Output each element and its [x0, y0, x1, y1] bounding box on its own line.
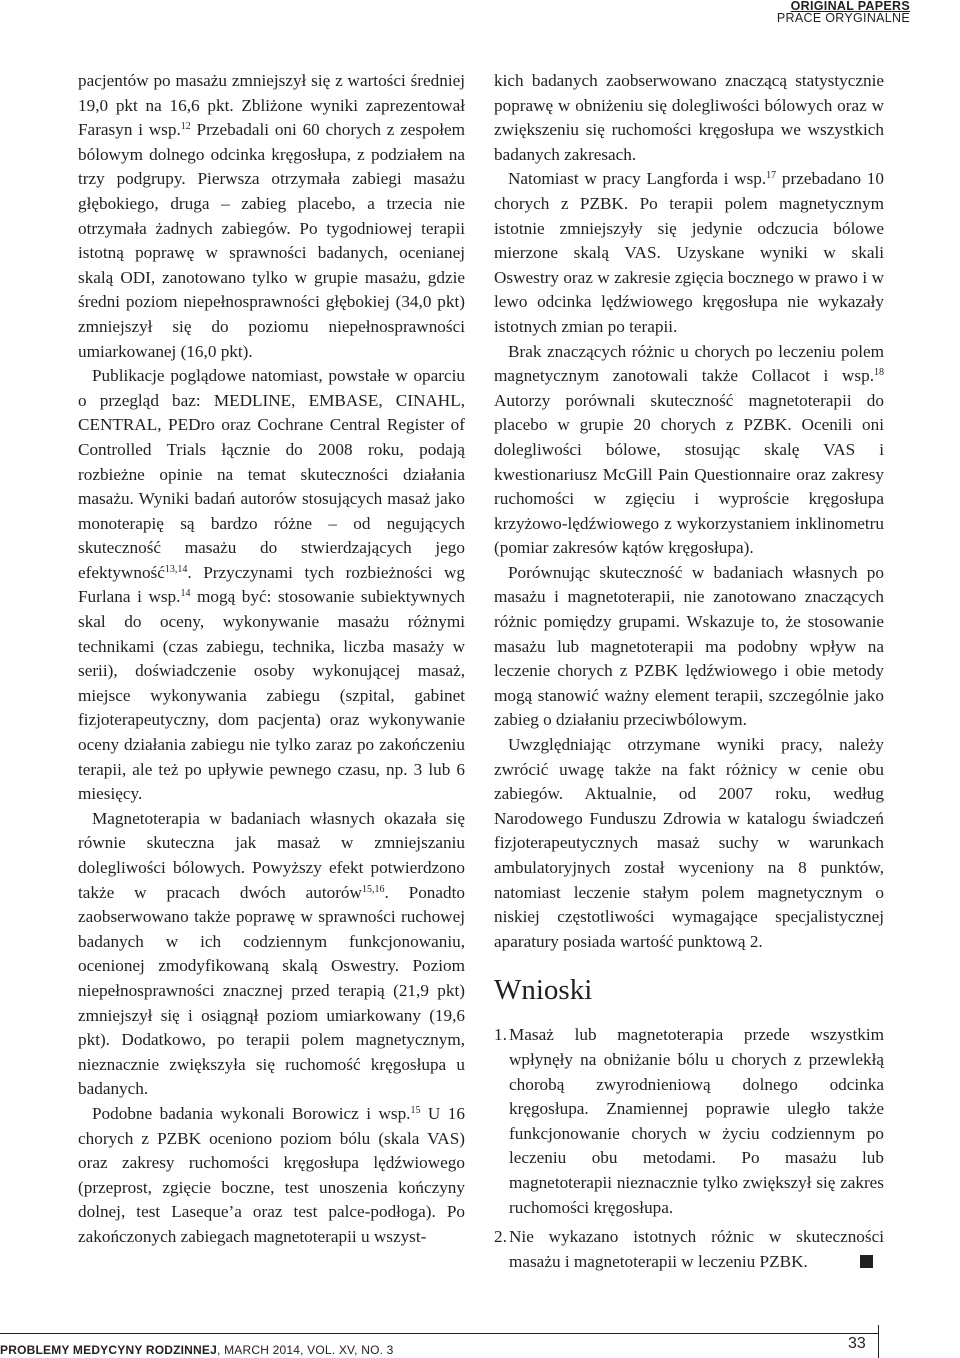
paragraph: kich badanych zaobserwowano znaczącą statystycznie poprawę w obniżeniu się dolegliwości bólowych oraz w zwiększeniu się ruchomości kręgosłupa we wszystkich badanych zakresach.: [494, 71, 884, 164]
journal-name: PROBLEMY MEDYCYNY RODZINNEJ: [0, 1343, 217, 1357]
page-number: 33: [848, 1335, 866, 1352]
header-section-pl: PRACE ORYGINALNE: [776, 11, 910, 25]
list-item: [494, 1225, 884, 1274]
citation-ref: 17: [766, 170, 777, 182]
paragraph: pacjentów po masażu zmniejszył się z wartości średniej 19,0 pkt na 16,6 pkt. Zbliżone wyniki zaprezentował Farasyn i wsp.$^{12}$ Przebadali oni 60 chorych z zespołem bólowym dolnego odcinka kręgosłupa, z podziałem na trzy podgrupy. Pierwsza otrzymała zabiegi masażu głębokiego, druga – zabieg placebo, a trzecia nie otrzymała żadnych zabiegów. Po tygodniowej terapii istotną poprawę w sprawności badanych, ocenianej skalą ODI, zanotowano tylko w grupie masażu, gdzie średni poziom niepełnosprawności głębokiej (34,0 pkt) zmniejszył się do poziomu niepełnosprawności umiarkowanej (16,0 pkt).: [78, 71, 466, 361]
citation-ref: 18: [874, 367, 884, 379]
paragraph: Porównując skuteczność w badaniach własnych po masażu i magnetoterapii, nie zanotowano znaczących różnic pomiędzy grupami. Wskazuje to, że stosowanie masażu lub magnetoterapii ma podobny wpływ na leczenie chorych z PZBK lędźwiowego i obie metody mogą stanowić ważny element terapii, szczególnie jako zabieg o działaniu przeciwbólowym.: [494, 562, 884, 730]
citation-ref: 14: [180, 588, 191, 600]
footer-rule: [0, 1333, 878, 1334]
paragraph: Publikacje poglądowe natomiast, powstałe w oparciu o przegląd baz: MEDLINE, EMBASE, CINAHL, CENTRAL, PEDro oraz Cochrane Central Register of Controlled Trials łącznie do 2008 roku, podają rozbieżne opinie na temat skuteczności działania masażu. Wyniki badań autorów stosujących masaż jako monoterapię są bardzo różne – od negujących skuteczność masażu do stwierdzających jego efektywność$^{13,14}$. Przyczynami tych rozbieżności wg Furlana i wsp.$^{14}$ mogą być: stosowanie subiektywnych skal do oceny, wykonywanie masażu różnymi technikami (czas zabiegu, technika, liczba masaży w serii), doświadczenie osoby wykonującej masaż, miejsce wykonywania zabiegu (szpital, gabinet fizjoterapeutyczny, dom pacjenta) oraz wykonywanie oceny działania zabiegu nie tylko zaraz po zakończeniu terapii, ale też po upływie pewnego czasu, np. 3 lub 6 miesięcy.: [78, 366, 465, 804]
running-header: [777, 0, 910, 24]
citation-ref: 12: [180, 121, 191, 133]
list-item: [494, 1023, 884, 1220]
list-item-text: Nie wykazano istotnych różnic w skuteczności masażu i magnetoterapii w leczeniu PZBK.: [509, 1227, 884, 1271]
paragraph: Uwzględniając otrzymane wyniki pracy, należy zwrócić uwagę także na fakt różnicy w cenie obu zabiegów. Aktualnie, od 2007 roku, według Narodowego Funduszu Zdrowia w katalogu świadczeń fizjoterapeutycznych masaż suchy w warunkach ambulatoryjnych został wyceniony na 8 punktów, natomiast leczenie stałym polem magnetycznym o niskiej częstotliwości wymagające specjalistycznej aparatury posiada wartość punktową 2.: [494, 735, 884, 951]
conclusions-list: [494, 1023, 884, 1274]
list-item-number: 1.: [494, 1025, 507, 1045]
citation-ref: 15,16: [361, 883, 385, 895]
left-column: [78, 69, 465, 1250]
end-of-article-mark: [860, 1255, 873, 1268]
footer-divider: [878, 1325, 879, 1358]
footer-citation: [0, 1343, 394, 1357]
issue-info: , MARCH 2014, VOL. XV, NO. 3: [217, 1343, 394, 1357]
header-section-en: ORIGINAL PAPERS: [790, 0, 910, 13]
list-item-text: Masaż lub magnetoterapia przede wszystkim wpłynęły na obniżanie bólu u chorych z przewlekłą chorobą zwyrodnieniową dolnego odcinka kręgosłupa. Znamiennej poprawie uległo także funkcjonowanie chorych w życiu codziennym po leczeniu obu metodami. Po masażu lub magnetoterapii nieznacznie tylko zwiększył się zakres ruchomości kręgosłupa.: [509, 1025, 884, 1217]
citation-ref: 13,14: [164, 563, 188, 575]
citation-ref: 15: [410, 1104, 421, 1116]
section-heading-conclusions: Wnioski: [494, 974, 593, 1007]
paragraph: Natomiast w pracy Langforda i wsp.$^{17}$ przebadano 10 chorych z PZBK. Po terapii polem magnetycznym istotnie zmniejszyły się jedynie odczucia bólowe mierzone skalą VAS. Uzyskane wyniki w skali Oswestry oraz w zakresie zgięcia bocznego w prawo i w lewo odcinka lędźwiowego kręgosłupa nie wykazały istotnych zmian po terapii.: [494, 169, 884, 336]
right-column: [494, 69, 884, 1279]
paragraph: Brak znaczących różnic u chorych po leczeniu polem magnetycznym zanotowali także Collacot i wsp.$^{18}$ Autorzy porównali skuteczność magnetoterapii do placebo w grupie 20 chorych z PZBK. Ocenili oni dolegliwości bólowe, stosując skalę VAS i kwestionariusz McGill Pain Questionnaire oraz zakresy ruchomości w zgięciu i wyproście kręgosłupa krzyżowo-lędźwiowego z wykorzystaniem inklinometru (pomiar zakresów kątów kręgosłupa).: [494, 341, 884, 558]
list-item-number: 2.: [494, 1227, 507, 1247]
paragraph: Podobne badania wykonali Borowicz i wsp.$^{15}$ U 16 chorych z PZBK oceniono poziom bólu (skala VAS) oraz zakresy ruchomości kręgosłupa lędźwiowego (przeprost, zgięcie boczne, test unoszenia kończyny dolnej, test Laseque’a oraz test palce-podłoga). Po zakończonych zabiegach magnetoterapii u wszyst-: [78, 1103, 465, 1246]
paragraph: Magnetoterapia w badaniach własnych okazała się równie skuteczna jak masaż w zmniejszaniu dolegliwości bólowych. Powyższy efekt potwierdzono także w pracach dwóch autorów$^{15,16}$. Ponadto zaobserwowano także poprawę w sprawności ruchowej badanych w ich codziennym funkcjonowaniu, ocenionej zmodyfikowaną skalą Oswestry. Poziom niepełnosprawności znacznej przed terapią (21,9 pkt) zmniejszył się i osiągnął poziom umiarkowany (19,6 pkt). Dodatkowo, po terapii polem magnetycznym, nieznacznie zwiększyła się ruchomość kręgosłupa u badanych.: [78, 808, 465, 1099]
